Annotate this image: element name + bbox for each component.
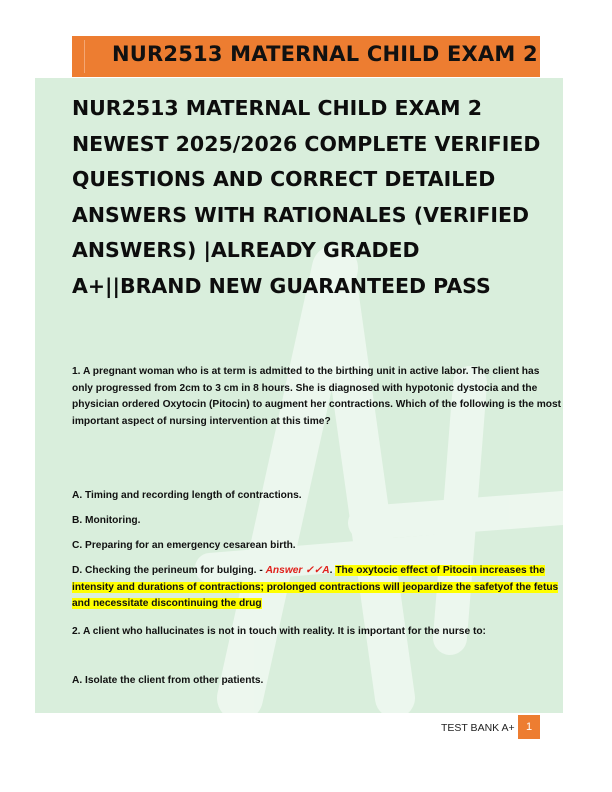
answer-label: Answer ✓✓A — [265, 565, 330, 576]
question-1-option-d: D. Checking the perineum for bulging. - — [72, 565, 266, 576]
footer-label: TEST BANK A+ — [441, 722, 515, 734]
question-1-text: 1. A pregnant woman who is at term is admitted to the birthing unit in active labor. The client has only progressed from 2cm to 3 cm in 8 hours. She is diagnosed with hypotonic dystocia and the physician ordered Oxytocin (Pitocin) to augment her contractions. Which of the following is the most important aspect of nursing intervention at this time? — [72, 366, 562, 427]
page-number-badge: 1 — [518, 715, 540, 739]
question-2-option-a: A. Isolate the client from other patients. — [72, 675, 264, 686]
document-title: NUR2513 MATERNAL CHILD EXAM 2 NEWEST 2025/2026 COMPLETE VERIFIED QUESTIONS AND CORRECT DETAILED ANSWERS WITH RATIONALES (VERIFIED ANSWERS) |ALREADY GRADED A+||BRAND NEW GUARANTEED PASS — [72, 96, 541, 298]
question-1-option-a: A. Timing and recording length of contractions. — [72, 490, 302, 501]
question-1-option-d-with-answer — [72, 563, 562, 613]
answer-punctuation: . — [329, 565, 336, 576]
question-1-option-b: B. Monitoring. — [72, 515, 141, 526]
content-panel — [35, 78, 563, 713]
question-1-option-c: C. Preparing for an emergency cesarean birth. — [72, 540, 296, 551]
banner-title: NUR2513 MATERNAL CHILD EXAM 2 — [112, 42, 538, 66]
banner-divider — [84, 40, 85, 73]
question-2-text: 2. A client who hallucinates is not in touch with reality. It is important for the nurse to: — [72, 626, 486, 637]
header-banner — [72, 36, 540, 77]
answer-rationale: The oxytocic effect of Pitocin increases the intensity and durations of contractions; prolonged contractions will jeopardize the safetyof the fetus and necessitate discontinuing the drug — [72, 565, 559, 609]
